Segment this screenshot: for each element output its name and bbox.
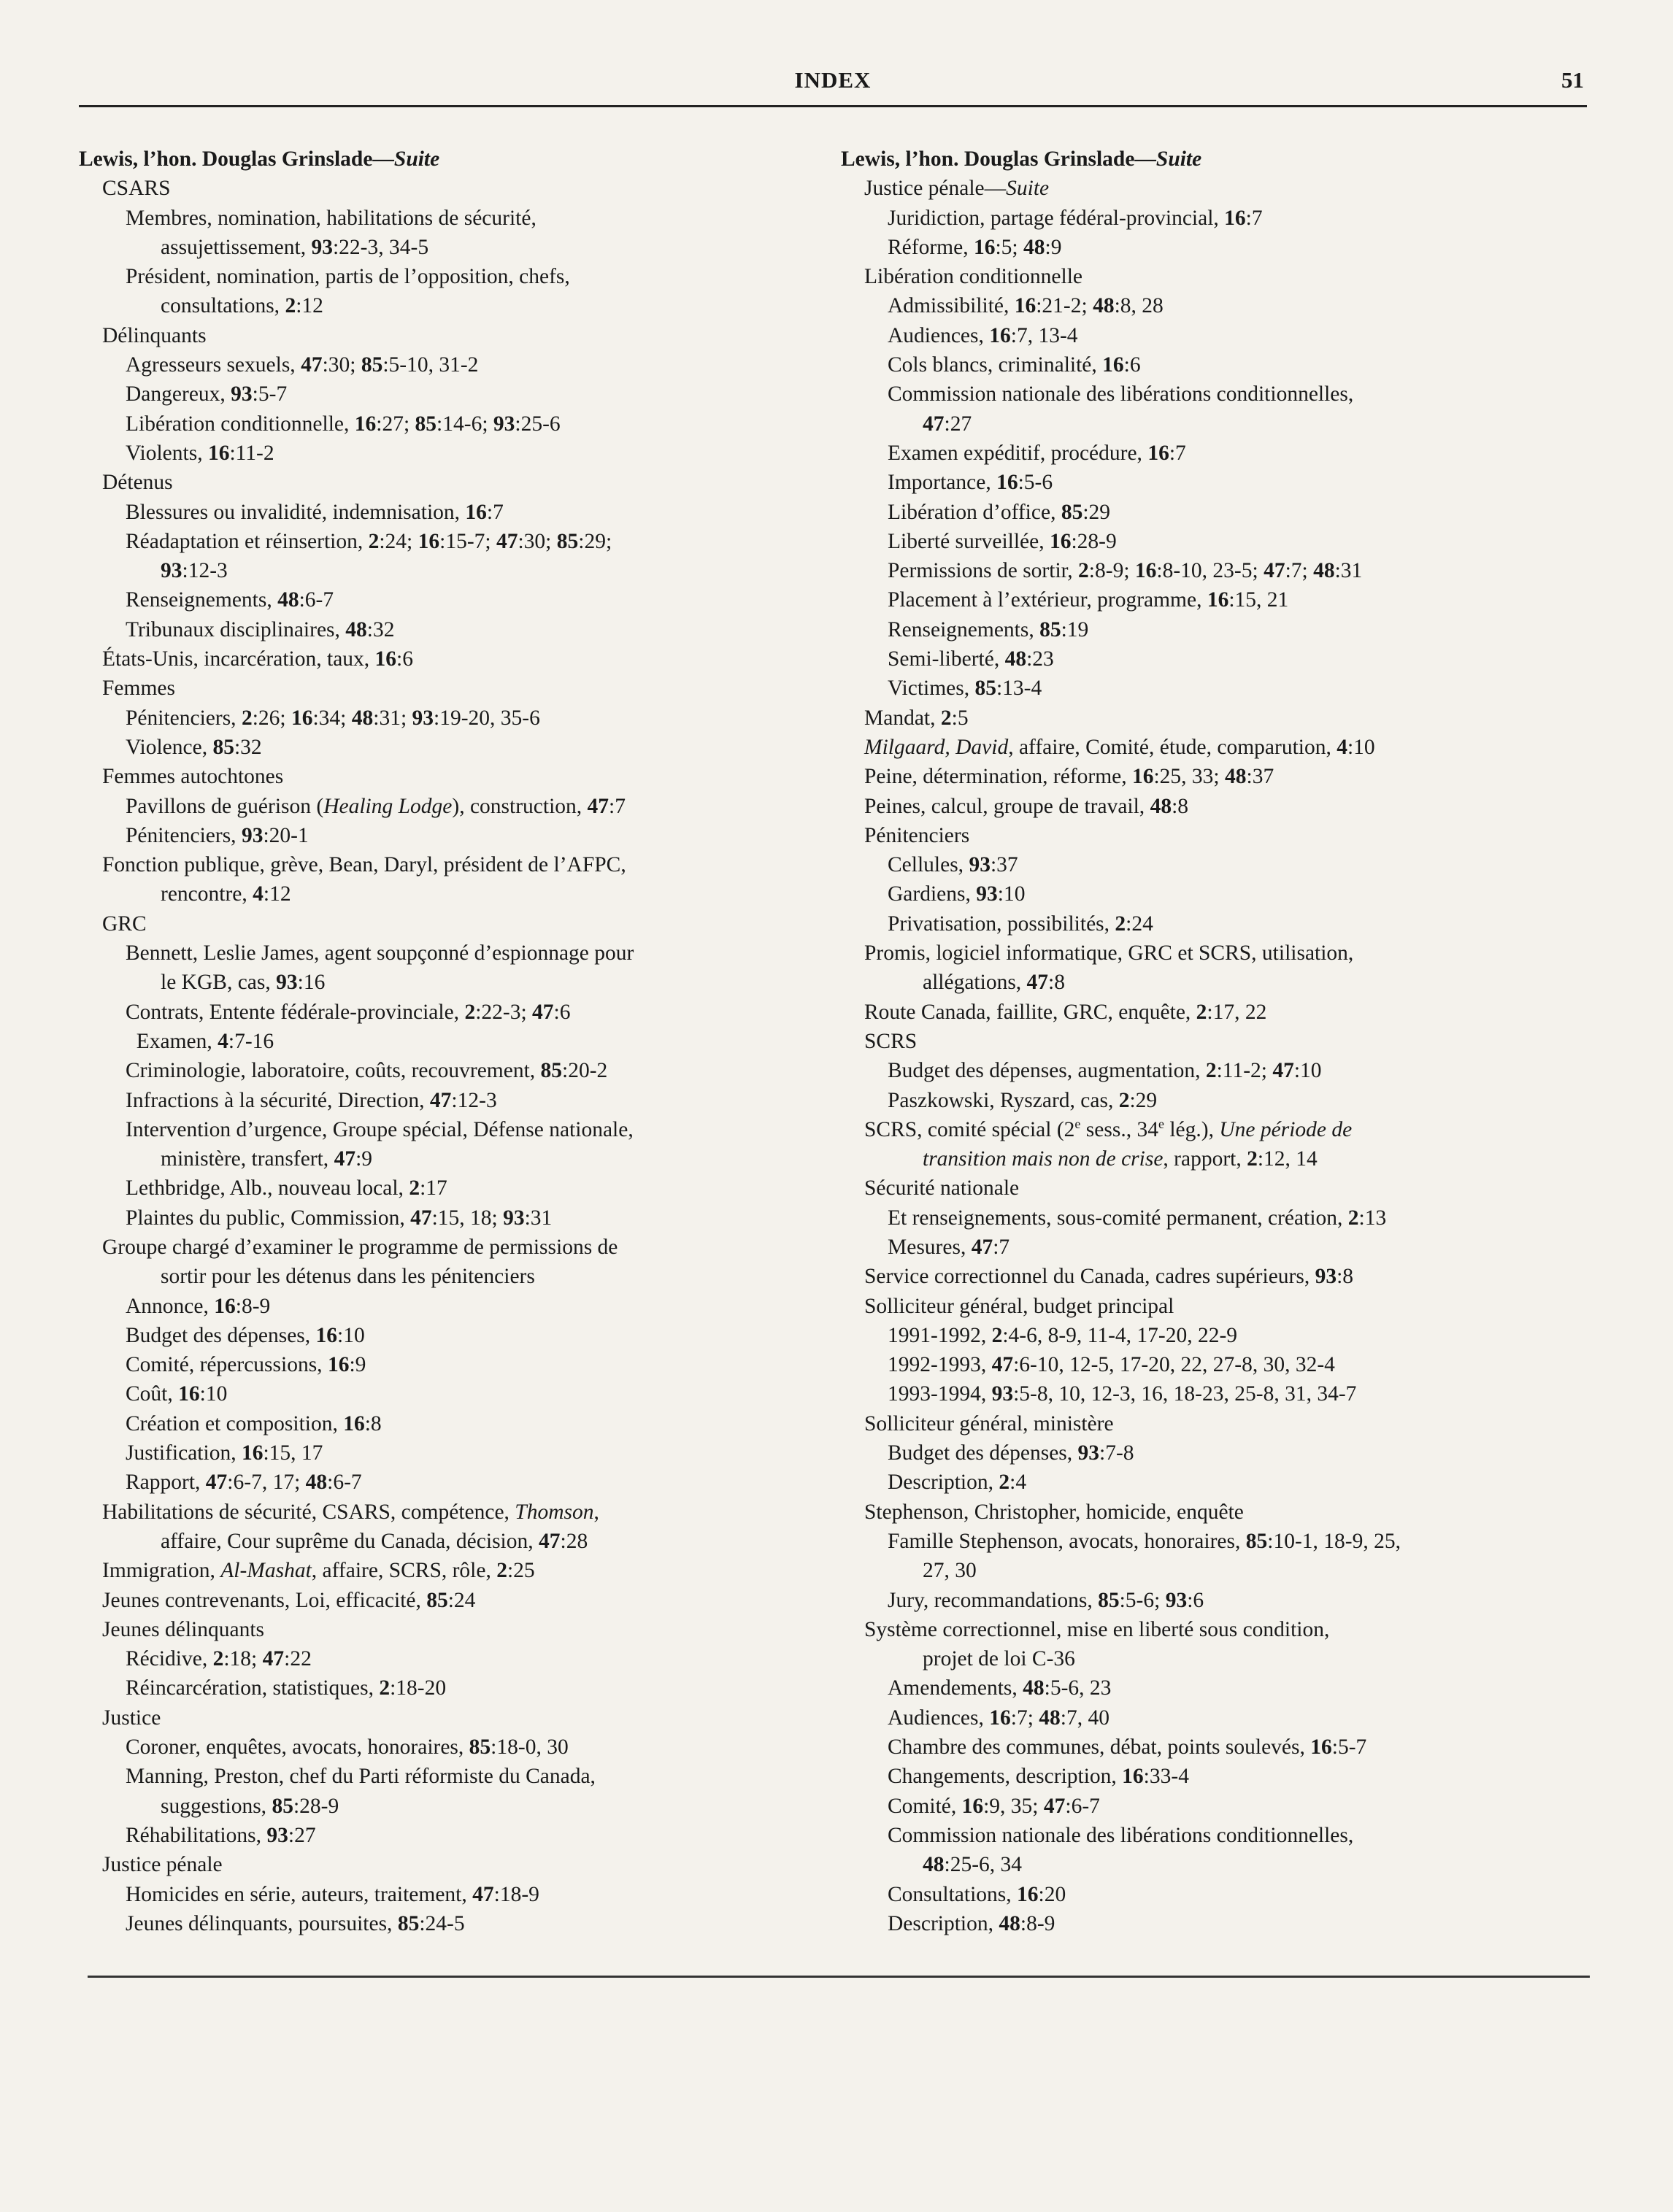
- index-entry: Placement à l’extérieur, programme, 16:15, 21: [888, 588, 1289, 612]
- index-entry: GRC: [102, 912, 147, 936]
- index-entry: Récidive, 2:18; 47:22: [126, 1647, 312, 1671]
- index-entry: Tribunaux disciplinaires, 48:32: [126, 617, 395, 641]
- index-entry: Semi-liberté, 48:23: [888, 647, 1054, 671]
- index-entry: projet de loi C-36: [923, 1647, 1075, 1671]
- page-number: 51: [1561, 67, 1584, 93]
- index-entry: Contrats, Entente fédérale-provinciale, 2:22-3; 47:6: [126, 1000, 571, 1024]
- index-entry: Pénitenciers, 93:20-1: [126, 823, 309, 847]
- index-entry: Mesures, 47:7: [888, 1235, 1010, 1259]
- index-entry: consultations, 2:12: [161, 294, 323, 318]
- index-entry: transition mais non de crise, rapport, 2:12, 14: [923, 1147, 1318, 1171]
- index-entry: Lewis, l’hon. Douglas Grinslade—Suite: [79, 147, 440, 171]
- index-entry: rencontre, 4:12: [161, 882, 291, 906]
- index-entry: Consultations, 16:20: [888, 1882, 1066, 1906]
- index-entry: Privatisation, possibilités, 2:24: [888, 912, 1153, 936]
- index-entry: Budget des dépenses, 16:10: [126, 1323, 365, 1347]
- index-entry: Admissibilité, 16:21-2; 48:8, 28: [888, 294, 1164, 318]
- index-entry: Famille Stephenson, avocats, honoraires, 85:10-1, 18-9, 25,: [888, 1529, 1401, 1553]
- index-entry: CSARS: [102, 177, 171, 201]
- header-rule: [79, 105, 1587, 107]
- index-entry: allégations, 47:8: [923, 971, 1065, 995]
- index-entry: Promis, logiciel informatique, GRC et SCRS, utilisation,: [864, 941, 1354, 966]
- index-entry: Membres, nomination, habilitations de sécurité,: [126, 206, 536, 230]
- index-entry: Dangereux, 93:5-7: [126, 382, 288, 406]
- index-entry: Mandat, 2:5: [864, 706, 969, 730]
- index-entry: Violents, 16:11-2: [126, 441, 274, 465]
- index-entry: Budget des dépenses, 93:7-8: [888, 1441, 1134, 1465]
- index-entry: Réadaptation et réinsertion, 2:24; 16:15-7; 47:30; 85:29;: [126, 529, 612, 553]
- index-entry: Permissions de sortir, 2:8-9; 16:8-10, 23-5; 47:7; 48:31: [888, 559, 1363, 583]
- index-entry: Fonction publique, grève, Bean, Daryl, président de l’AFPC,: [102, 853, 626, 877]
- index-entry: Comité, 16:9, 35; 47:6-7: [888, 1794, 1100, 1818]
- index-entry: Comité, répercussions, 16:9: [126, 1353, 366, 1377]
- index-entry: Femmes: [102, 677, 175, 701]
- index-entry: 93:12-3: [161, 559, 228, 583]
- index-entry: Infractions à la sécurité, Direction, 47:12-3: [126, 1088, 497, 1112]
- index-entry: Réhabilitations, 93:27: [126, 1823, 316, 1847]
- index-entry: Stephenson, Christopher, homicide, enquête: [864, 1500, 1244, 1524]
- index-entry: 47:27: [923, 412, 972, 436]
- index-entry: Examen, 4:7-16: [126, 1029, 274, 1053]
- index-entry: Changements, description, 16:33-4: [888, 1765, 1189, 1789]
- index-entry: Et renseignements, sous-comité permanent, création, 2:13: [888, 1206, 1387, 1230]
- index-entry: Juridiction, partage fédéral-provincial, 16:7: [888, 206, 1263, 230]
- index-entry: Groupe chargé d’examiner le programme de permissions de: [102, 1235, 618, 1259]
- index-entry: Rapport, 47:6-7, 17; 48:6-7: [126, 1471, 362, 1495]
- index-entry: 1991-1992, 2:4-6, 8-9, 11-4, 17-20, 22-9: [888, 1323, 1238, 1347]
- index-column-left: [79, 144, 816, 1938]
- index-entry: Réforme, 16:5; 48:9: [888, 235, 1062, 259]
- index-entry: Habilitations de sécurité, CSARS, compétence, Thomson,: [102, 1500, 599, 1524]
- index-entry: Sécurité nationale: [864, 1176, 1020, 1201]
- index-entry: Président, nomination, partis de l’opposition, chefs,: [126, 265, 570, 289]
- index-entry: Budget des dépenses, augmentation, 2:11-2; 47:10: [888, 1059, 1322, 1083]
- index-entry: Commission nationale des libérations conditionnelles,: [888, 382, 1354, 406]
- index-entry: Peines, calcul, groupe de travail, 48:8: [864, 794, 1189, 818]
- index-entry: Pavillons de guérison (Healing Lodge), construction, 47:7: [126, 794, 626, 818]
- index-entry: Gardiens, 93:10: [888, 882, 1026, 906]
- index-entry: Route Canada, faillite, GRC, enquête, 2:17, 22: [864, 1000, 1267, 1024]
- index-entry: Justice pénale—Suite: [864, 177, 1050, 201]
- index-entry: Lewis, l’hon. Douglas Grinslade—Suite: [841, 147, 1202, 171]
- index-entry: affaire, Cour suprême du Canada, décision, 47:28: [161, 1529, 588, 1553]
- index-entry: suggestions, 85:28-9: [161, 1794, 339, 1818]
- index-entry: Jeunes délinquants, poursuites, 85:24-5: [126, 1911, 465, 1935]
- index-entry: SCRS: [864, 1029, 918, 1053]
- index-entry: Plaintes du public, Commission, 47:15, 18; 93:31: [126, 1206, 553, 1230]
- index-entry: le KGB, cas, 93:16: [161, 971, 326, 995]
- index-entry: États-Unis, incarcération, taux, 16:6: [102, 647, 413, 671]
- index-entry: 27, 30: [923, 1559, 977, 1583]
- index-entry: Détenus: [102, 471, 173, 495]
- index-entry: Manning, Preston, chef du Parti réformiste du Canada,: [126, 1765, 596, 1789]
- index-entry: Description, 48:8-9: [888, 1911, 1055, 1935]
- index-entry: sortir pour les détenus dans les pénitenciers: [161, 1265, 535, 1289]
- index-entry: Intervention d’urgence, Groupe spécial, Défense nationale,: [126, 1117, 634, 1141]
- index-entry: Délinquants: [102, 323, 207, 347]
- index-entry: Justice: [102, 1706, 161, 1730]
- index-entry: Audiences, 16:7, 13-4: [888, 323, 1078, 347]
- index-entry: 1993-1994, 93:5-8, 10, 12-3, 16, 18-23, 25-8, 31, 34-7: [888, 1382, 1357, 1406]
- index-entry: Audiences, 16:7; 48:7, 40: [888, 1706, 1109, 1730]
- index-entry: ministère, transfert, 47:9: [161, 1147, 373, 1171]
- index-entry: Femmes autochtones: [102, 765, 284, 789]
- index-entry: Description, 2:4: [888, 1471, 1027, 1495]
- index-entry: 48:25-6, 34: [923, 1853, 1023, 1877]
- index-entry: Importance, 16:5-6: [888, 471, 1053, 495]
- footer-rule: [88, 1976, 1590, 1978]
- index-entry: Solliciteur général, ministère: [864, 1411, 1114, 1436]
- index-entry: Renseignements, 85:19: [888, 617, 1089, 641]
- index-entry: 1992-1993, 47:6-10, 12-5, 17-20, 22, 27-8, 30, 32-4: [888, 1353, 1335, 1377]
- index-entry: Création et composition, 16:8: [126, 1411, 382, 1436]
- index-entry: Violence, 85:32: [126, 735, 262, 759]
- index-entry: assujettissement, 93:22-3, 34-5: [161, 235, 429, 259]
- index-entry: Homicides en série, auteurs, traitement, 47:18-9: [126, 1882, 539, 1906]
- index-entry: Cellules, 93:37: [888, 853, 1018, 877]
- index-entry: Justice pénale: [102, 1853, 223, 1877]
- index-column-right: [841, 144, 1578, 1938]
- index-entry: Solliciteur général, budget principal: [864, 1294, 1174, 1318]
- index-entry: Criminologie, laboratoire, coûts, recouvrement, 85:20-2: [126, 1059, 608, 1083]
- index-entry: Cols blancs, criminalité, 16:6: [888, 353, 1141, 377]
- index-entry: Liberté surveillée, 16:28-9: [888, 529, 1117, 553]
- index-entry: Jury, recommandations, 85:5-6; 93:6: [888, 1588, 1204, 1612]
- index-entry: Jeunes contrevenants, Loi, efficacité, 85:24: [102, 1588, 476, 1612]
- index-entry: Victimes, 85:13-4: [888, 677, 1042, 701]
- index-entry: Commission nationale des libérations conditionnelles,: [888, 1823, 1354, 1847]
- index-entry: Lethbridge, Alb., nouveau local, 2:17: [126, 1176, 447, 1201]
- index-entry: Paszkowski, Ryszard, cas, 2:29: [888, 1088, 1158, 1112]
- index-entry: Libération conditionnelle, 16:27; 85:14-6; 93:25-6: [126, 412, 561, 436]
- index-entry: Annonce, 16:8-9: [126, 1294, 271, 1318]
- page-header: [79, 67, 1587, 104]
- index-entry: Renseignements, 48:6-7: [126, 588, 334, 612]
- index-entry: Pénitenciers: [864, 823, 970, 847]
- index-entry: Justification, 16:15, 17: [126, 1441, 323, 1465]
- index-entry: Coût, 16:10: [126, 1382, 228, 1406]
- index-entry: Immigration, Al-Mashat, affaire, SCRS, rôle, 2:25: [102, 1559, 535, 1583]
- index-entry: Amendements, 48:5-6, 23: [888, 1676, 1112, 1700]
- index-entry: Réincarcération, statistiques, 2:18-20: [126, 1676, 447, 1700]
- index-entry: Agresseurs sexuels, 47:30; 85:5-10, 31-2: [126, 353, 479, 377]
- index-entry: Chambre des communes, débat, points soulevés, 16:5-7: [888, 1735, 1367, 1760]
- index-entry: Pénitenciers, 2:26; 16:34; 48:31; 93:19-20, 35-6: [126, 706, 540, 730]
- index-entry: Bennett, Leslie James, agent soupçonné d’espionnage pour: [126, 941, 634, 966]
- index-entry: Libération conditionnelle: [864, 265, 1083, 289]
- index-entry: Jeunes délinquants: [102, 1617, 265, 1641]
- index-entry: Libération d’office, 85:29: [888, 500, 1111, 524]
- index-entry: Système correctionnel, mise en liberté sous condition,: [864, 1617, 1330, 1641]
- index-entry: Blessures ou invalidité, indemnisation, 16:7: [126, 500, 504, 524]
- index-entry: Examen expéditif, procédure, 16:7: [888, 441, 1186, 465]
- index-entry: Peine, détermination, réforme, 16:25, 33; 48:37: [864, 765, 1274, 789]
- index-entry: SCRS, comité spécial (2e sess., 34e lég.), Une période de: [864, 1116, 1353, 1141]
- index-entry: Service correctionnel du Canada, cadres supérieurs, 93:8: [864, 1265, 1354, 1289]
- page-title: INDEX: [794, 67, 872, 93]
- index-entry: Coroner, enquêtes, avocats, honoraires, 85:18-0, 30: [126, 1735, 569, 1760]
- index-entry: Milgaard, David, affaire, Comité, étude, comparution, 4:10: [864, 735, 1375, 759]
